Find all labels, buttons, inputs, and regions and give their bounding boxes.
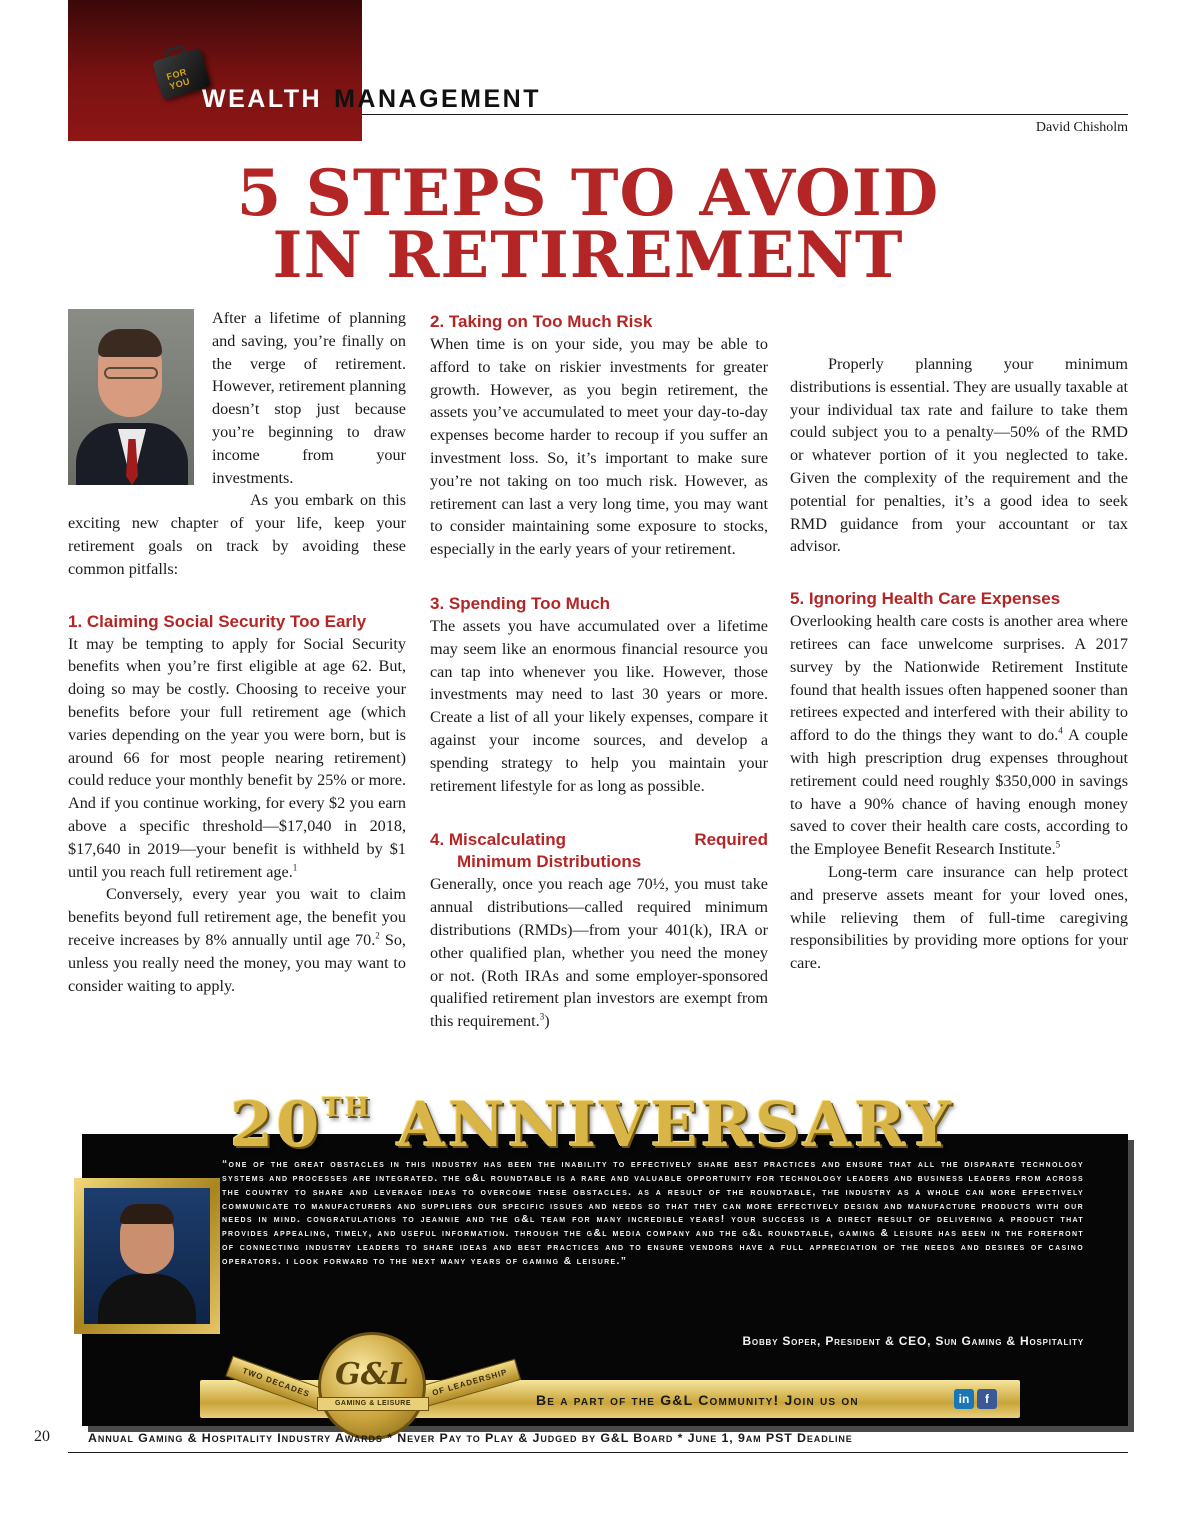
step-5-paragraph-1: Overlooking health care costs is another area where retirees can face unwelcome surprises. A 2017 survey by the Nationwide Retirement Institute found that health issues often happened sooner than retirees expected and interfered with their ability to afford to do the things they want to do.$^4$ A couple with high prescription drug expenses throughout retirement could need roughly $350,000 in savings to have a 90% chance of having enough money saved to cover their health care costs, according to the Employee Benefit Research Institute.$^5$ xyxy=(790,612,1128,859)
testimonial-photo xyxy=(84,1188,210,1324)
title-line-2: IN RETIREMENT xyxy=(272,218,904,293)
header-banner xyxy=(68,0,362,141)
footnote-ref-1: 1 xyxy=(292,862,298,873)
step-1-paragraph-2: Conversely, every year you wait to claim benefits beyond full retirement age, the benefit you receive increases by 8% annually until age 70.$^2$ So, unless you really need the money, you may want to consider waiting to apply. xyxy=(68,885,406,995)
step-5-paragraph-2: Long-term care insurance can help protect and preserve assets meant for your loved ones, while relieving them of full-time caregiving responsibilities by providing more options for your care. xyxy=(790,862,1128,973)
intro-paragraph-2: As you embark on this exciting new chapter of your life, keep your retirement goals on track by avoiding these common pitfalls: xyxy=(68,491,406,578)
footnote-ref-4: 4 xyxy=(1058,725,1063,736)
community-cta: Be a part of the G&L Community! Join us on xyxy=(536,1392,859,1408)
section-word-wealth: WEALTH xyxy=(202,85,323,113)
page-number: 20 xyxy=(34,1428,50,1445)
briefcase-tag: FOR YOU xyxy=(165,66,192,92)
step-3-paragraph: The assets you have accumulated over a lifetime may seem like an enormous financial resource you can tap into whenever you like. However, those investments may need to last 30 years or more. Create a list of all your likely expenses, compare it against your income sources, and develop a spending strategy to help you maintain your retirement lifestyle for as long as possible. xyxy=(430,616,768,795)
testimonial-photo-frame xyxy=(74,1178,220,1334)
ribbon-left: TWO DECADES xyxy=(225,1356,326,1411)
ribbon-right: OF LEADERSHIP xyxy=(419,1359,521,1408)
step-4-paragraph-2: Properly planning your minimum distributions is essential. They are usually taxable at your individual tax rate and failure to take them could subject you to a penalty—50% of the RMD or whatever portion of it you neglected to take. Given the complexity of the requirement and the potential for penalties, it’s a good idea to seek RMD guidance from your accountant or tax advisor. xyxy=(790,355,1128,556)
section-word-management: MANAGEMENT xyxy=(334,85,542,113)
header-divider xyxy=(362,114,1128,115)
step-2-paragraph: When time is on your side, you may be able to afford to take on riskier investments for greater growth. However, as you begin retirement, the assets you’ve accumulated to meet your day-to-day expenses become harder to recoup if you suffer an investment loss. So, it’s important to make sure you’re not taking on too much risk. However, as retirement can last a very long time, you may want to consider maintaining some exposure to stocks, especially in the early years of your retirement. xyxy=(430,335,768,559)
linkedin-icon[interactable]: in xyxy=(954,1389,974,1409)
column-1 xyxy=(68,307,406,997)
seal-band: GAMING & LEISURE xyxy=(317,1397,429,1411)
footer-tagline: Annual Gaming & Hospitality Industry Awards * Never Pay to Play & Judged by G&L Board * June 1, 9am PST Deadline xyxy=(88,1431,853,1445)
footnote-ref-2: 2 xyxy=(375,930,380,941)
section-label xyxy=(202,85,541,114)
step-1-paragraph-1: It may be tempting to apply for Social Security benefits when you’re first eligible at age 62. But, doing so may be costly. Choosing to receive your benefits before your full retirement age (which varies depending on the year you were born, but is around 66 for most people nearing retirement) could reduce your monthly benefit by 25% or more. And if you continue working, for every $2 you earn above a specific threshold—$17,040 in 2018, $17,640 in 2019—your benefit is withheld by $1 until you reach full retirement age.$^1$ xyxy=(68,634,406,881)
title-line-1: 5 STEPS TO AVOID xyxy=(236,156,940,231)
anniversary-title: 20TH ANNIVERSARY xyxy=(230,1088,954,1161)
gl-seal-icon xyxy=(318,1332,426,1440)
column-3 xyxy=(790,307,1128,975)
footnote-ref-5: 5 xyxy=(1055,839,1061,850)
author-byline: David Chisholm xyxy=(1035,120,1128,135)
facebook-icon[interactable]: f xyxy=(977,1389,997,1409)
footnote-ref-3: 3 xyxy=(539,1011,545,1022)
seal-monogram: G&L xyxy=(335,1357,409,1392)
step-4-paragraph-1: Generally, once you reach age 70½, you must take annual distributions—called required minimum distributions (RMDs)—from your 401(k), IRA or other qualified plan, whether you need the money or not. (Roth IRAs and some employer-sponsored qualified retirement plan investors are exempt from this requirement.$^3$) xyxy=(430,875,768,1031)
testimonial-attribution: Bobby Soper, President & CEO, Sun Gaming & Hospitality xyxy=(742,1334,1084,1348)
article-title xyxy=(0,156,1176,293)
step-4-heading: 4. Miscalculating Required Minimum Distributions xyxy=(430,830,768,872)
step-2-heading: 2. Taking on Too Much Risk xyxy=(430,312,653,331)
testimonial-quote: “one of the great obstacles in this industry has been the inability to effectively share best practices and ensure that all the disparate technology systems and processes are integrated. the g&l roundtable is a rare and valuable opportunity for technology leaders and business leaders from across the country to share and leverage ideas to overcome these obstacles. as a result of the roundtable, the industry as a whole can more effectively communicate to manufacturers and suppliers our specific issues and needs so that they can more effectively design and manufacture products with our needs in mind. congratulations to jeannie and the g&l team for many incredible years! your success is a direct result of delivering a product that provides appealing, timely, and useful information. through the g&l media company and the g&l roundtable, gaming & leisure has been in the forefront of connecting industry leaders to share ideas and best practices and to ensure vendors have a full appreciation of the needs and desires of casino operators. i look forward to the next many years of gaming & leisure.” xyxy=(222,1159,1084,1267)
step-3-heading: 3. Spending Too Much xyxy=(430,593,611,613)
intro-paragraph-1: After a lifetime of planning and saving, you’re finally on the verge of retirement. However, retirement planning doesn’t stop just because you’re beginning to draw income from your investments. xyxy=(212,309,406,487)
step-1-heading: 1. Claiming Social Security Too Early xyxy=(68,611,367,631)
author-photo xyxy=(68,309,194,485)
column-2 xyxy=(430,307,768,1033)
footer-divider xyxy=(68,1452,1128,1453)
step-5-heading: 5. Ignoring Health Care Expenses xyxy=(790,589,1061,609)
